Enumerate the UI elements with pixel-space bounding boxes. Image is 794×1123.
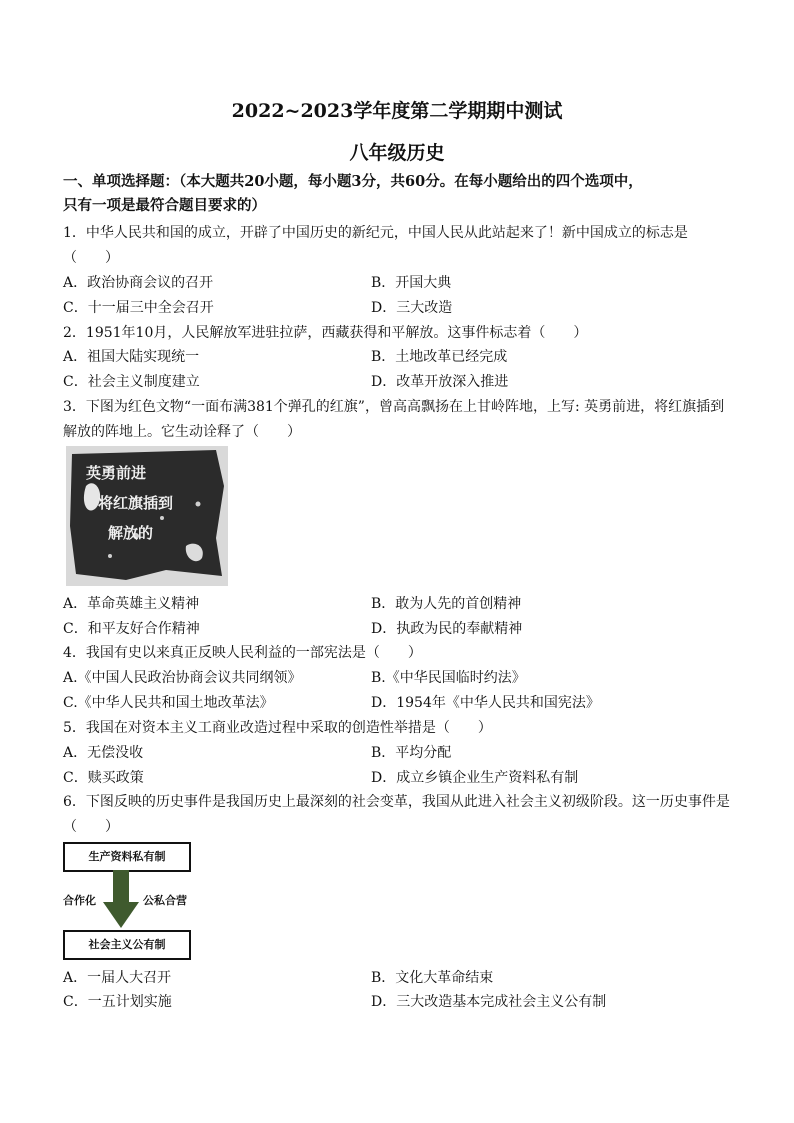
- question-6-option-a: A．一届人大召开: [63, 970, 172, 986]
- exam-subtitle: 八年级历史: [349, 142, 445, 164]
- flowchart-bottom-box: 社会主义公有制: [63, 930, 191, 960]
- flowchart-top-box: 生产资料私有制: [63, 842, 191, 872]
- question-4-stem-line-1: 4．我国有史以来真正反映人民利益的一部宪法是（ ）: [63, 645, 422, 661]
- section-heading-line-1: 一、单项选择题：（本大题共20小题，每小题3分，共60分。在每小题给出的四个选项中，: [63, 173, 643, 190]
- question-4: [63, 641, 738, 666]
- question-6-option-c: C．一五计划实施: [63, 994, 172, 1010]
- red-flag-photo: [66, 446, 228, 586]
- question-3-stem-line-1: 3．下图为红色文物“一面布满381个弹孔的红旗”，曾高高飘扬在上甘岭阵地，上写: 英勇前进，将红旗插到: [63, 399, 725, 415]
- question-1-option-b: B．开国大典: [371, 275, 452, 291]
- question-6-option-d: D．三大改造基本完成社会主义公有制: [371, 994, 607, 1010]
- question-2-option-b: B．土地改革已经完成: [371, 349, 508, 365]
- question-3-option-d: D．执政为民的奉献精神: [371, 621, 523, 637]
- question-4-option-c: C.《中华人民共和国土地改革法》: [63, 695, 274, 711]
- question-6-option-b: B．文化大革命结束: [371, 970, 494, 986]
- flag-inscription: [86, 458, 173, 548]
- question-5: [63, 716, 738, 741]
- question-4-option-d: D．1954年《中华人民共和国宪法》: [371, 695, 600, 711]
- question-2-stem-line-1: 2．1951年10月，人民解放军进驻拉萨，西藏获得和平解放。这事件标志着（ ）: [63, 325, 588, 341]
- ownership-flowchart: [63, 842, 253, 967]
- question-4-option-a: A.《中国人民政治协商会议共同纲领》: [63, 670, 302, 686]
- question-2-option-a: A．祖国大陆实现统一: [63, 349, 200, 365]
- question-3-option-b: B．敢为人先的首创精神: [371, 596, 522, 612]
- flowchart-right-label: 公私合营: [143, 894, 187, 907]
- question-2-option-d: D．改革开放深入推进: [371, 374, 509, 390]
- section-heading-line-2: 只有一项是最符合题目要求的）: [63, 197, 266, 214]
- question-5-option-a: A．无偿没收: [63, 745, 144, 761]
- question-2-option-c: C．社会主义制度建立: [63, 374, 200, 390]
- question-3: [63, 395, 738, 445]
- question-3-option-c: C．和平友好合作精神: [63, 621, 200, 637]
- question-2: [63, 321, 738, 346]
- section-heading: [63, 170, 743, 218]
- question-6-stem-line-2: （ ）: [63, 819, 119, 835]
- question-3-option-a: A．革命英雄主义精神: [63, 596, 200, 612]
- question-1-option-a: A．政治协商会议的召开: [63, 275, 214, 291]
- flag-inscription-line-2: 将红旗插到: [98, 494, 174, 512]
- question-1-stem-line-2: （ ）: [63, 250, 119, 266]
- flowchart-left-label: 合作化: [63, 894, 96, 907]
- question-1: [63, 221, 738, 271]
- question-1-option-c: C．十一届三中全会召开: [63, 300, 214, 316]
- question-6: [63, 790, 738, 840]
- down-arrow-icon: [103, 870, 139, 928]
- question-4-option-b: B.《中华民国临时约法》: [371, 670, 526, 686]
- question-5-option-d: D．成立乡镇企业生产资料私有制: [371, 770, 579, 786]
- question-5-option-c: C．赎买政策: [63, 770, 144, 786]
- question-6-stem-line-1: 6．下图反映的历史事件是我国历史上最深刻的社会变革，我国从此进入社会主义初级阶段。这一历史事件是: [63, 794, 730, 810]
- flag-inscription-line-3: 解放的: [108, 524, 154, 542]
- question-5-option-b: B．平均分配: [371, 745, 452, 761]
- exam-title: 2022~2023学年度第二学期期中测试: [231, 100, 563, 122]
- question-1-option-d: D．三大改造: [371, 300, 453, 316]
- question-1-stem-line-1: 1．中华人民共和国的成立，开辟了中国历史的新纪元，中国人民从此站起来了！新中国成立的标志是: [63, 225, 688, 241]
- flag-inscription-line-1: 英勇前进: [86, 464, 147, 482]
- question-3-stem-line-2: 解放的阵地上。它生动诠释了（ ）: [63, 424, 301, 440]
- question-5-stem-line-1: 5．我国在对资本主义工商业改造过程中采取的创造性举措是（ ）: [63, 720, 492, 736]
